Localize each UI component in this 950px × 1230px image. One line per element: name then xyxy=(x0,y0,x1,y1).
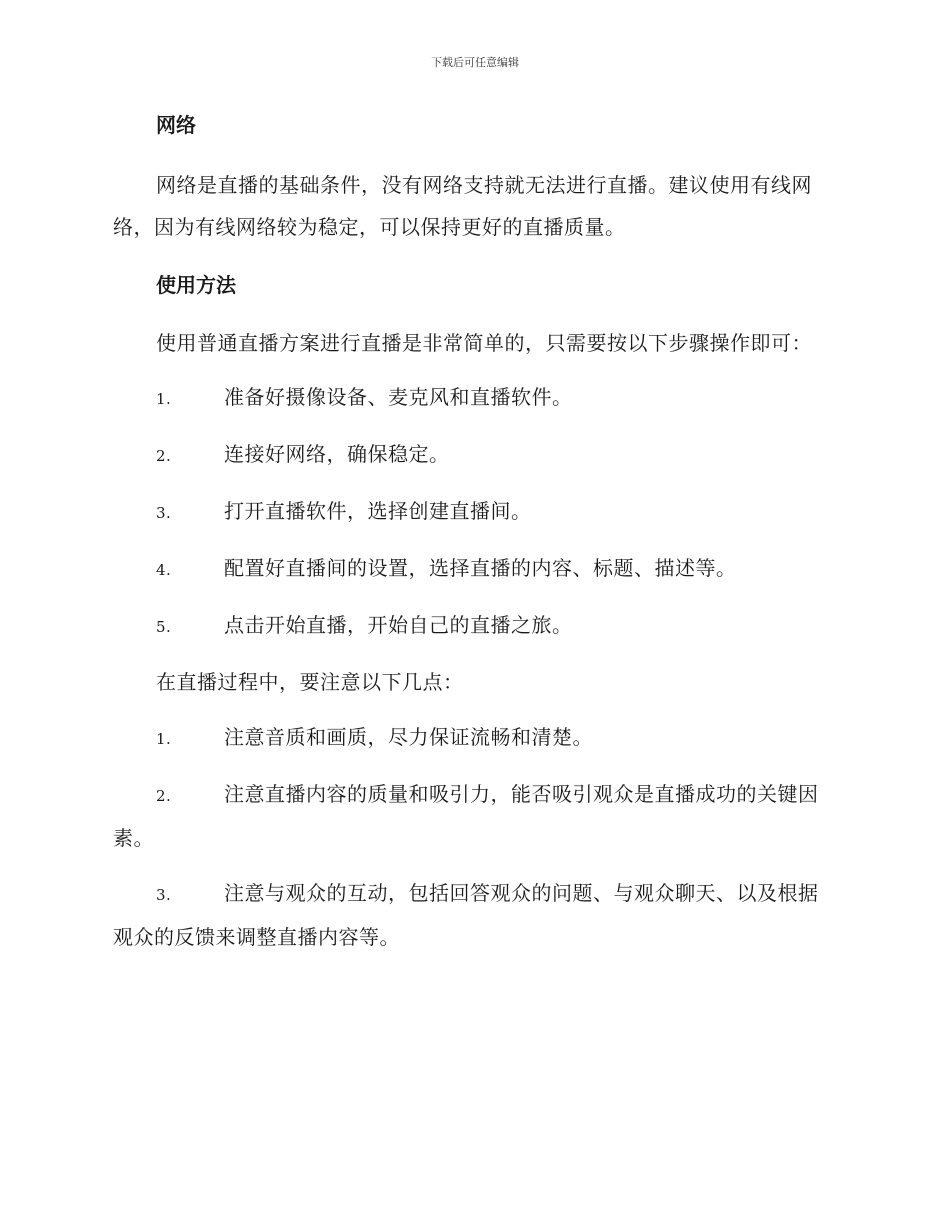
list-item xyxy=(113,433,835,477)
list-item-number: 5. xyxy=(156,618,172,636)
list-item-number: 1. xyxy=(156,730,172,748)
list-item-number: 2. xyxy=(156,787,172,805)
notes-list xyxy=(113,716,835,958)
list-item xyxy=(113,604,835,648)
document-body xyxy=(113,110,835,958)
list-item-text: 打开直播软件，选择创建直播间。 xyxy=(224,499,532,523)
list-item-text: 注意与观众的互动，包括回答观众的问题、与观众聊天、以及根据观众的反馈来调整直播内容等。 xyxy=(113,881,819,949)
usage-intro-paragraph: 使用普通直播方案进行直播是非常简单的，只需要按以下步骤操作即可： xyxy=(156,331,812,355)
list-item-text: 注意音质和画质，尽力保证流畅和清楚。 xyxy=(224,725,593,749)
list-item xyxy=(113,490,835,534)
section-heading-network: 网络 xyxy=(156,113,196,137)
list-item-text: 准备好摄像设备、麦克风和直播软件。 xyxy=(224,385,573,409)
list-item-number: 3. xyxy=(156,504,172,522)
list-item xyxy=(113,547,835,591)
list-item-number: 3. xyxy=(156,886,172,904)
page-header: 下载后可任意编辑 xyxy=(431,56,519,69)
list-item xyxy=(113,716,835,760)
list-item xyxy=(113,773,835,859)
list-item-text: 注意直播内容的质量和吸引力，能否吸引观众是直播成功的关键因素。 xyxy=(113,782,819,850)
list-item-number: 2. xyxy=(156,447,172,465)
steps-list xyxy=(113,376,835,648)
list-item-text: 连接好网络，确保稳定。 xyxy=(224,442,450,466)
network-paragraph: 网络是直播的基础条件，没有网络支持就无法进行直播。建议使用有线网络，因为有线网络较为稳定，可以保持更好的直播质量。 xyxy=(113,173,812,239)
list-item-text: 配置好直播间的设置，选择直播的内容、标题、描述等。 xyxy=(224,556,737,580)
section-heading-usage: 使用方法 xyxy=(156,273,236,297)
list-item-text: 点击开始直播，开始自己的直播之旅。 xyxy=(224,613,573,637)
notes-intro-paragraph: 在直播过程中，要注意以下几点： xyxy=(156,670,464,694)
list-item xyxy=(113,376,835,420)
list-item-number: 4. xyxy=(156,561,172,579)
list-item-number: 1. xyxy=(156,390,172,408)
list-item xyxy=(113,872,835,958)
